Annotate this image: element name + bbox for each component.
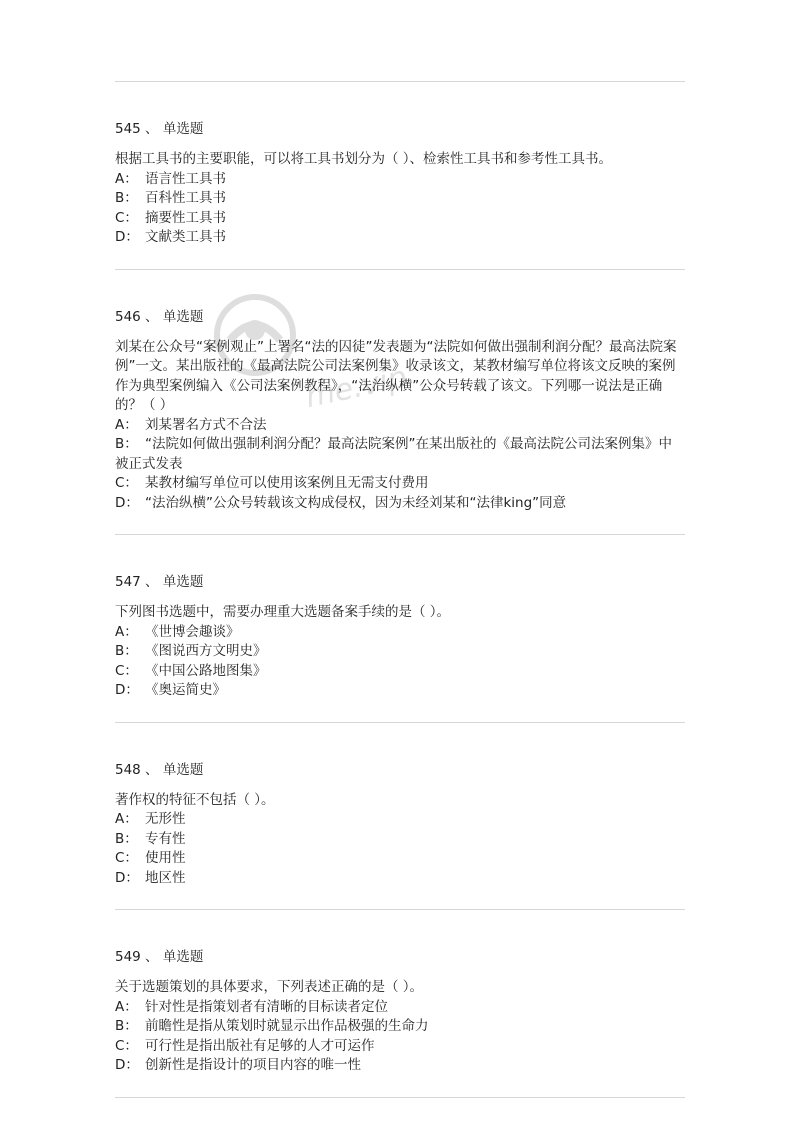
option-c[interactable]	[115, 849, 685, 869]
option-b[interactable]	[115, 435, 685, 474]
option-text: 可行性是指出版社有足够的人才可运作	[145, 1037, 375, 1054]
option-b[interactable]	[115, 189, 685, 209]
option-d[interactable]	[115, 1056, 685, 1076]
option-text: 无形性	[145, 811, 186, 827]
option-letter: D：	[115, 229, 139, 245]
option-b[interactable]	[115, 830, 685, 850]
option-letter: D：	[115, 494, 139, 511]
option-letter: B：	[115, 190, 138, 206]
question-stem: 根据工具书的主要职能，可以将工具书划分为（ ）、检索性工具书和参考性工具书。	[115, 151, 613, 167]
question-header: 549 、 单选题	[115, 949, 204, 965]
option-a[interactable]	[115, 623, 685, 643]
option-text: 百科性工具书	[145, 190, 226, 206]
question-list	[115, 0, 685, 1098]
option-letter: D：	[115, 682, 139, 698]
question-header: 547 、 单选题	[115, 574, 204, 590]
divider	[115, 909, 685, 910]
option-letter: C：	[115, 662, 138, 679]
option-text: 地区性	[145, 869, 186, 886]
divider	[115, 1097, 685, 1098]
option-a[interactable]	[115, 810, 685, 830]
option-letter: C：	[115, 1037, 138, 1054]
option-text: 前瞻性是指从策划时就显示出作品极强的生命力	[145, 1018, 429, 1034]
question-545	[115, 120, 685, 248]
option-letter: D：	[115, 1057, 139, 1073]
option-text: 摘要性工具书	[145, 209, 226, 226]
option-text: 某教材编写单位可以使用该案例且无需支付费用	[145, 475, 429, 491]
question-549	[115, 948, 685, 1076]
option-letter: A：	[115, 998, 138, 1015]
option-letter: B：	[115, 830, 138, 847]
option-text: 使用性	[145, 850, 186, 866]
question-stem: 著作权的特征不包括（ ）。	[115, 791, 275, 808]
question-header: 545 、 单选题	[115, 121, 204, 137]
question-header: 546 、 单选题	[115, 308, 204, 325]
option-letter: B：	[115, 643, 138, 659]
option-text: 专有性	[145, 830, 186, 847]
option-text: 《中国公路地图集》	[145, 662, 267, 679]
option-b[interactable]	[115, 642, 685, 662]
option-letter: D：	[115, 869, 139, 886]
option-letter: B：	[115, 1018, 138, 1034]
divider	[115, 81, 685, 82]
divider	[115, 534, 685, 535]
option-d[interactable]	[115, 228, 685, 248]
question-547	[115, 573, 685, 701]
option-text: 文献类工具书	[145, 229, 226, 245]
divider	[115, 269, 685, 270]
option-text: 创新性是指设计的项目内容的唯一性	[145, 1057, 361, 1073]
option-a[interactable]	[115, 416, 685, 436]
option-text: 《奥运简史》	[145, 682, 226, 698]
option-letter: A：	[115, 811, 138, 827]
option-letter: C：	[115, 850, 138, 866]
question-stem: 下列图书选题中，需要办理重大选题备案手续的是（ ）。	[115, 604, 451, 620]
option-text: 语言性工具书	[145, 170, 226, 187]
question-stem: 刘某在公众号“案例观止”上署名“法的囚徒”发表题为“法院如何做出强制利润分配？最高法院案例”一文。某出版社的《最高法院公司法案例集》收录该文，某教材编写单位将该文反映的案例作为典型案例编入《公司法案例教程》，“法治纵横”公众号转载了该文。下列哪一说法是正确的？（ ）	[115, 338, 677, 413]
option-b[interactable]	[115, 1017, 685, 1037]
option-letter: C：	[115, 209, 138, 226]
option-d[interactable]	[115, 494, 685, 514]
option-d[interactable]	[115, 681, 685, 701]
option-c[interactable]	[115, 662, 685, 682]
option-letter: A：	[115, 623, 138, 640]
option-letter: B：	[115, 436, 138, 452]
option-a[interactable]	[115, 998, 685, 1018]
option-letter: A：	[115, 416, 138, 433]
option-text: 《世博会趣谈》	[145, 623, 240, 640]
question-548	[115, 761, 685, 889]
option-c[interactable]	[115, 1037, 685, 1057]
option-text: 针对性是指策划者有清晰的目标读者定位	[145, 998, 388, 1015]
option-letter: C：	[115, 475, 138, 491]
question-header: 548 、 单选题	[115, 761, 204, 778]
option-text: “法治纵横”公众号转载该文构成侵权，因为未经刘某和“法律king”同意	[145, 494, 567, 511]
option-text: 刘某署名方式不合法	[145, 416, 267, 433]
option-letter: A：	[115, 170, 138, 187]
option-text: “法院如何做出强制利润分配？最高法院案例”在某出版社的《最高法院公司法案例集》中被正式发表	[115, 436, 672, 472]
option-text: 《图说西方文明史》	[145, 643, 267, 659]
watermark-text: me.vip	[302, 359, 410, 416]
option-a[interactable]	[115, 170, 685, 190]
option-c[interactable]	[115, 209, 685, 229]
question-546	[115, 308, 685, 514]
option-d[interactable]	[115, 869, 685, 889]
question-stem: 关于选题策划的具体要求，下列表述正确的是（ ）。	[115, 979, 424, 995]
option-c[interactable]	[115, 474, 685, 494]
divider	[115, 722, 685, 723]
